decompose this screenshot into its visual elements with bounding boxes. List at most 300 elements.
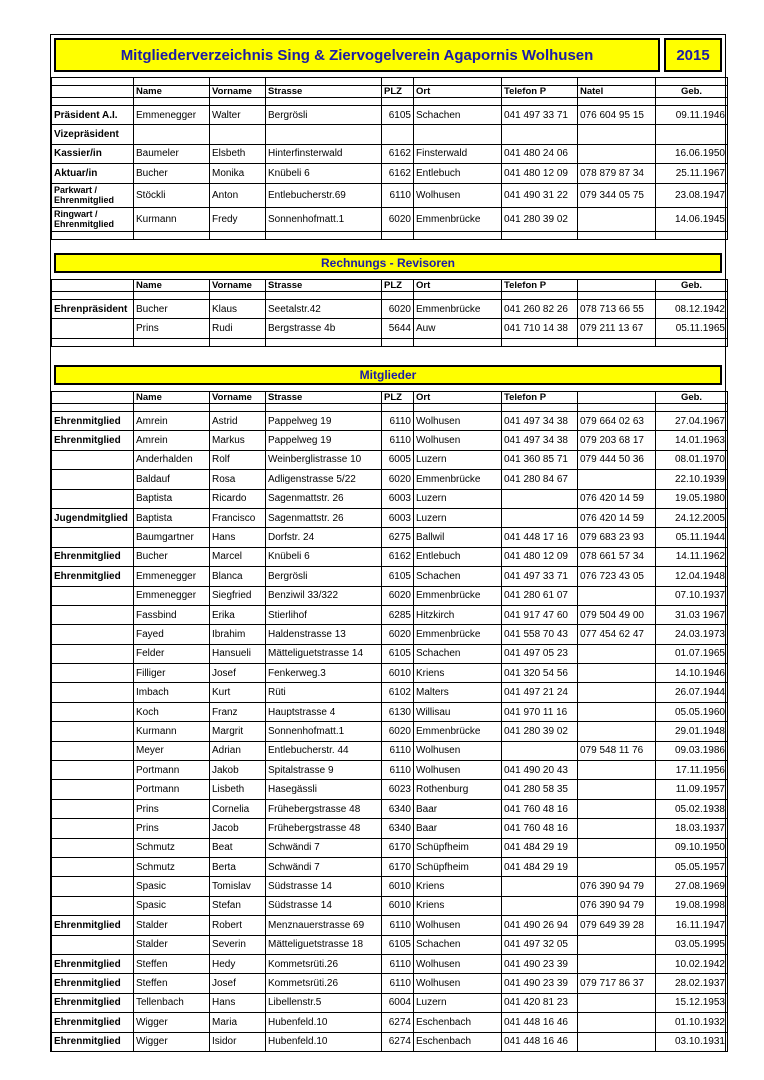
plz-cell: 6274 (382, 1013, 414, 1032)
telefon-cell: 041 320 54 56 (502, 664, 578, 683)
spacer-cell (52, 231, 134, 239)
table-row (52, 819, 728, 838)
ort-cell: Malters (414, 683, 502, 702)
ort-cell (414, 125, 502, 144)
column-header: Telefon P (502, 392, 578, 404)
spacer-cell (502, 338, 578, 346)
telefon-cell: 041 490 20 43 (502, 761, 578, 780)
name-cell: Stalder (134, 935, 210, 954)
column-header (52, 280, 134, 292)
strasse-cell: Knübeli 6 (266, 164, 382, 183)
natel-cell (578, 857, 656, 876)
geb-cell: 11.09.1957 (656, 780, 728, 799)
plz-cell: 6110 (382, 741, 414, 760)
spacer-row (52, 98, 728, 106)
ort-cell: Luzern (414, 450, 502, 469)
ort-cell: Finsterwald (414, 144, 502, 163)
ort-cell: Rothenburg (414, 780, 502, 799)
name-cell: Prins (134, 819, 210, 838)
plz-cell: 6170 (382, 857, 414, 876)
geb-cell: 14.01.1963 (656, 431, 728, 450)
role-cell (52, 644, 134, 663)
strasse-cell: Sagenmattstr. 26 (266, 489, 382, 508)
column-header: Name (134, 280, 210, 292)
column-header: Strasse (266, 86, 382, 98)
natel-cell (578, 702, 656, 721)
strasse-cell: Hubenfeld.10 (266, 1013, 382, 1032)
natel-cell: 078 879 87 34 (578, 164, 656, 183)
table-row (52, 896, 728, 915)
ort-cell: Wolhusen (414, 412, 502, 431)
table-row (52, 164, 728, 183)
role-cell (52, 605, 134, 624)
vorname-cell: Isidor (210, 1032, 266, 1051)
spacer-cell (414, 404, 502, 412)
spacer-cell (134, 404, 210, 412)
geb-cell: 09.11.1946 (656, 106, 728, 125)
role-cell: Ringwart / Ehrenmitglied (52, 207, 134, 231)
strasse-cell: Haldenstrasse 13 (266, 625, 382, 644)
natel-cell (578, 1013, 656, 1032)
spacer-cell (134, 98, 210, 106)
spacer-cell (52, 78, 134, 86)
spacer-cell (52, 404, 134, 412)
plz-cell: 6275 (382, 528, 414, 547)
column-header: Geb. (656, 86, 728, 98)
spacer-cell (656, 98, 728, 106)
name-cell: Amrein (134, 431, 210, 450)
name-cell: Portmann (134, 761, 210, 780)
name-cell: Spasic (134, 896, 210, 915)
role-cell (52, 625, 134, 644)
plz-cell: 6003 (382, 508, 414, 527)
spacer-cell (502, 231, 578, 239)
spacer-cell (52, 98, 134, 106)
title-banner (54, 38, 722, 72)
name-cell: Steffen (134, 954, 210, 973)
ort-cell: Entlebuch (414, 164, 502, 183)
role-cell (52, 470, 134, 489)
vorname-cell: Rolf (210, 450, 266, 469)
spacer-cell (134, 338, 210, 346)
spacer-row (52, 338, 728, 346)
vorname-cell (210, 125, 266, 144)
name-cell: Wigger (134, 1032, 210, 1051)
telefon-cell: 041 448 16 46 (502, 1032, 578, 1051)
spacer-cell (414, 98, 502, 106)
table-row (52, 935, 728, 954)
table-row (52, 106, 728, 125)
ort-cell: Eschenbach (414, 1013, 502, 1032)
natel-cell: 076 723 43 05 (578, 567, 656, 586)
plz-cell: 6102 (382, 683, 414, 702)
ort-cell: Wolhusen (414, 431, 502, 450)
ort-cell: Schachen (414, 644, 502, 663)
table-row (52, 508, 728, 527)
directory-title: Mitgliederverzeichnis Sing & Ziervogelverein Agapornis Wolhusen (54, 38, 660, 72)
telefon-cell (502, 741, 578, 760)
telefon-cell: 041 480 12 09 (502, 164, 578, 183)
geb-cell: 05.05.1960 (656, 702, 728, 721)
natel-cell: 079 344 05 75 (578, 183, 656, 207)
telefon-cell: 041 490 31 22 (502, 183, 578, 207)
board-table (51, 77, 728, 240)
role-cell (52, 838, 134, 857)
strasse-cell: Sonnenhofmatt.1 (266, 722, 382, 741)
column-header: Telefon P (502, 86, 578, 98)
name-cell: Bucher (134, 300, 210, 319)
spacer-cell (52, 338, 134, 346)
spacer-cell (52, 292, 134, 300)
name-cell: Emmenegger (134, 106, 210, 125)
strasse-cell: Menznauerstrasse 69 (266, 916, 382, 935)
ort-cell: Emmenbrücke (414, 586, 502, 605)
vorname-cell: Hans (210, 528, 266, 547)
telefon-cell: 041 448 16 46 (502, 1013, 578, 1032)
spacer-cell (210, 98, 266, 106)
natel-cell: 079 649 39 28 (578, 916, 656, 935)
plz-cell: 6110 (382, 761, 414, 780)
vorname-cell: Marcel (210, 547, 266, 566)
natel-cell: 079 211 13 67 (578, 319, 656, 338)
natel-cell (578, 722, 656, 741)
ort-cell: Wolhusen (414, 916, 502, 935)
ort-cell: Auw (414, 319, 502, 338)
plz-cell: 6020 (382, 470, 414, 489)
strasse-cell: Adligenstrasse 5/22 (266, 470, 382, 489)
natel-cell: 076 420 14 59 (578, 508, 656, 527)
vorname-cell: Rudi (210, 319, 266, 338)
ort-cell: Kriens (414, 896, 502, 915)
telefon-cell: 041 420 81 23 (502, 993, 578, 1012)
telefon-cell: 041 280 84 67 (502, 470, 578, 489)
spacer-cell (266, 98, 382, 106)
vorname-cell: Anton (210, 183, 266, 207)
spacer-row (52, 404, 728, 412)
ort-cell: Emmenbrücke (414, 470, 502, 489)
column-header (578, 280, 656, 292)
column-header: Vorname (210, 280, 266, 292)
plz-cell: 6010 (382, 896, 414, 915)
telefon-cell: 041 448 17 16 (502, 528, 578, 547)
plz-cell: 6105 (382, 567, 414, 586)
name-cell: Prins (134, 799, 210, 818)
name-cell: Baptista (134, 489, 210, 508)
strasse-cell: Südstrasse 14 (266, 877, 382, 896)
geb-cell: 03.10.1931 (656, 1032, 728, 1051)
strasse-cell: Bergrösli (266, 567, 382, 586)
geb-cell: 09.03.1986 (656, 741, 728, 760)
name-cell: Baumgartner (134, 528, 210, 547)
spacer-cell (134, 231, 210, 239)
role-cell: Ehrenmitglied (52, 954, 134, 973)
name-cell: Baldauf (134, 470, 210, 489)
telefon-cell: 041 360 85 71 (502, 450, 578, 469)
spacer-cell (502, 292, 578, 300)
natel-cell: 076 390 94 79 (578, 877, 656, 896)
geb-cell: 05.05.1957 (656, 857, 728, 876)
table-row (52, 300, 728, 319)
geb-cell: 09.10.1950 (656, 838, 728, 857)
header-row (52, 280, 728, 292)
strasse-cell: Sonnenhofmatt.1 (266, 207, 382, 231)
vorname-cell: Siegfried (210, 586, 266, 605)
role-cell (52, 896, 134, 915)
strasse-cell: Schwändi 7 (266, 838, 382, 857)
strasse-cell: Pappelweg 19 (266, 431, 382, 450)
vorname-cell: Fredy (210, 207, 266, 231)
ort-cell: Emmenbrücke (414, 625, 502, 644)
geb-cell: 31.03 1967 (656, 605, 728, 624)
vorname-cell: Monika (210, 164, 266, 183)
table-row (52, 412, 728, 431)
role-cell (52, 935, 134, 954)
spacer-cell (382, 98, 414, 106)
telefon-cell (502, 125, 578, 144)
role-cell: Ehrenmitglied (52, 993, 134, 1012)
spacer-cell (656, 78, 728, 86)
role-cell: Ehrenmitglied (52, 547, 134, 566)
ort-cell: Schüpfheim (414, 857, 502, 876)
revisoren-table (51, 279, 728, 347)
vorname-cell: Elsbeth (210, 144, 266, 163)
column-header: Name (134, 392, 210, 404)
spacer-cell (382, 292, 414, 300)
spacer-cell (266, 231, 382, 239)
table-row (52, 993, 728, 1012)
geb-cell: 26.07.1944 (656, 683, 728, 702)
spacer-cell (134, 292, 210, 300)
column-header: Ort (414, 280, 502, 292)
spacer-cell (266, 78, 382, 86)
vorname-cell: Hans (210, 993, 266, 1012)
ort-cell: Schüpfheim (414, 838, 502, 857)
role-cell (52, 799, 134, 818)
natel-cell: 079 683 23 93 (578, 528, 656, 547)
vorname-cell: Hedy (210, 954, 266, 973)
vorname-cell: Kurt (210, 683, 266, 702)
vorname-cell: Ricardo (210, 489, 266, 508)
name-cell: Imbach (134, 683, 210, 702)
directory-year: 2015 (664, 38, 722, 72)
strasse-cell: Benziwil 33/322 (266, 586, 382, 605)
column-header: Vorname (210, 86, 266, 98)
spacer-cell (382, 338, 414, 346)
spacer-cell (210, 292, 266, 300)
ort-cell: Emmenbrücke (414, 207, 502, 231)
vorname-cell: Robert (210, 916, 266, 935)
table-row (52, 528, 728, 547)
geb-cell: 23.08.1947 (656, 183, 728, 207)
geb-cell: 14.11.1962 (656, 547, 728, 566)
header-row (52, 392, 728, 404)
natel-cell: 079 548 11 76 (578, 741, 656, 760)
table-row (52, 1013, 728, 1032)
plz-cell: 6162 (382, 164, 414, 183)
column-header: Telefon P (502, 280, 578, 292)
name-cell: Tellenbach (134, 993, 210, 1012)
natel-cell (578, 838, 656, 857)
name-cell: Fayed (134, 625, 210, 644)
vorname-cell: Rosa (210, 470, 266, 489)
geb-cell: 27.04.1967 (656, 412, 728, 431)
vorname-cell: Klaus (210, 300, 266, 319)
telefon-cell: 041 497 34 38 (502, 412, 578, 431)
plz-cell: 6340 (382, 819, 414, 838)
table-row (52, 954, 728, 973)
name-cell: Schmutz (134, 838, 210, 857)
natel-cell: 076 420 14 59 (578, 489, 656, 508)
role-cell (52, 450, 134, 469)
role-cell: Ehrenpräsident (52, 300, 134, 319)
strasse-cell: Bergrösli (266, 106, 382, 125)
table-row (52, 547, 728, 566)
role-cell (52, 319, 134, 338)
ort-cell: Kriens (414, 877, 502, 896)
role-cell: Kassier/in (52, 144, 134, 163)
role-cell: Ehrenmitglied (52, 1032, 134, 1051)
column-header: Ort (414, 392, 502, 404)
role-cell: Ehrenmitglied (52, 412, 134, 431)
strasse-cell (266, 125, 382, 144)
plz-cell: 6110 (382, 431, 414, 450)
spacer-cell (382, 231, 414, 239)
geb-cell: 03.05.1995 (656, 935, 728, 954)
name-cell: Kurmann (134, 207, 210, 231)
table-row (52, 780, 728, 799)
ort-cell: Entlebuch (414, 547, 502, 566)
strasse-cell: Stierlihof (266, 605, 382, 624)
geb-cell: 07.10.1937 (656, 586, 728, 605)
strasse-cell: Kommetsrüti.26 (266, 954, 382, 973)
table-row (52, 761, 728, 780)
plz-cell: 6340 (382, 799, 414, 818)
name-cell: Koch (134, 702, 210, 721)
telefon-cell: 041 484 29 19 (502, 838, 578, 857)
name-cell: Felder (134, 644, 210, 663)
strasse-cell: Seetalstr.42 (266, 300, 382, 319)
natel-cell (578, 780, 656, 799)
strasse-cell: Entlebucherstr.69 (266, 183, 382, 207)
strasse-cell: Bergstrasse 4b (266, 319, 382, 338)
table-row (52, 207, 728, 231)
telefon-cell (502, 896, 578, 915)
natel-cell (578, 586, 656, 605)
plz-cell: 6105 (382, 644, 414, 663)
strasse-cell: Hubenfeld.10 (266, 1032, 382, 1051)
vorname-cell: Astrid (210, 412, 266, 431)
telefon-cell: 041 280 58 35 (502, 780, 578, 799)
strasse-cell: Pappelweg 19 (266, 412, 382, 431)
role-cell: Ehrenmitglied (52, 431, 134, 450)
telefon-cell: 041 558 70 43 (502, 625, 578, 644)
telefon-cell: 041 497 33 71 (502, 106, 578, 125)
name-cell: Fassbind (134, 605, 210, 624)
spacer-cell (502, 404, 578, 412)
plz-cell: 6110 (382, 954, 414, 973)
ort-cell: Luzern (414, 993, 502, 1012)
geb-cell: 19.05.1980 (656, 489, 728, 508)
role-cell (52, 683, 134, 702)
strasse-cell: Mätteliguetstrasse 14 (266, 644, 382, 663)
natel-cell (578, 207, 656, 231)
geb-cell: 24.12.2005 (656, 508, 728, 527)
spacer-cell (656, 404, 728, 412)
geb-cell: 28.02.1937 (656, 974, 728, 993)
table-row (52, 683, 728, 702)
table-row (52, 974, 728, 993)
geb-cell: 16.11.1947 (656, 916, 728, 935)
role-cell (52, 877, 134, 896)
strasse-cell: Südstrasse 14 (266, 896, 382, 915)
plz-cell: 6020 (382, 300, 414, 319)
strasse-cell: Libellenstr.5 (266, 993, 382, 1012)
telefon-cell: 041 760 48 16 (502, 819, 578, 838)
vorname-cell: Franz (210, 702, 266, 721)
mitglieder-table (51, 391, 728, 1052)
spacer-cell (502, 98, 578, 106)
vorname-cell: Francisco (210, 508, 266, 527)
ort-cell: Wolhusen (414, 954, 502, 973)
plz-cell: 6020 (382, 586, 414, 605)
plz-cell: 6020 (382, 625, 414, 644)
strasse-cell: Weinberglistrasse 10 (266, 450, 382, 469)
natel-cell (578, 125, 656, 144)
role-cell (52, 761, 134, 780)
telefon-cell: 041 490 26 94 (502, 916, 578, 935)
vorname-cell: Blanca (210, 567, 266, 586)
vorname-cell: Tomislav (210, 877, 266, 896)
table-row (52, 741, 728, 760)
ort-cell: Wolhusen (414, 741, 502, 760)
plz-cell: 6130 (382, 702, 414, 721)
strasse-cell: Kommetsrüti.26 (266, 974, 382, 993)
natel-cell: 078 713 66 55 (578, 300, 656, 319)
ort-cell: Hitzkirch (414, 605, 502, 624)
ort-cell: Kriens (414, 664, 502, 683)
geb-cell: 15.12.1953 (656, 993, 728, 1012)
telefon-cell: 041 280 39 02 (502, 722, 578, 741)
spacer-row (52, 231, 728, 239)
table-row (52, 319, 728, 338)
column-header: PLZ (382, 392, 414, 404)
role-cell (52, 528, 134, 547)
table-row (52, 857, 728, 876)
plz-cell: 6023 (382, 780, 414, 799)
vorname-cell: Ibrahim (210, 625, 266, 644)
plz-cell: 6110 (382, 412, 414, 431)
plz-cell: 6020 (382, 722, 414, 741)
spacer-cell (502, 78, 578, 86)
strasse-cell: Sagenmattstr. 26 (266, 508, 382, 527)
role-cell (52, 722, 134, 741)
ort-cell: Emmenbrücke (414, 722, 502, 741)
spacer-cell (414, 231, 502, 239)
natel-cell (578, 761, 656, 780)
table-row (52, 144, 728, 163)
geb-cell: 05.11.1944 (656, 528, 728, 547)
telefon-cell: 041 710 14 38 (502, 319, 578, 338)
role-cell: Parkwart / Ehrenmitglied (52, 183, 134, 207)
vorname-cell: Severin (210, 935, 266, 954)
table-row (52, 644, 728, 663)
role-cell (52, 780, 134, 799)
natel-cell (578, 683, 656, 702)
geb-cell: 29.01.1948 (656, 722, 728, 741)
telefon-cell: 041 497 32 05 (502, 935, 578, 954)
ort-cell: Wolhusen (414, 974, 502, 993)
spacer-cell (578, 404, 656, 412)
